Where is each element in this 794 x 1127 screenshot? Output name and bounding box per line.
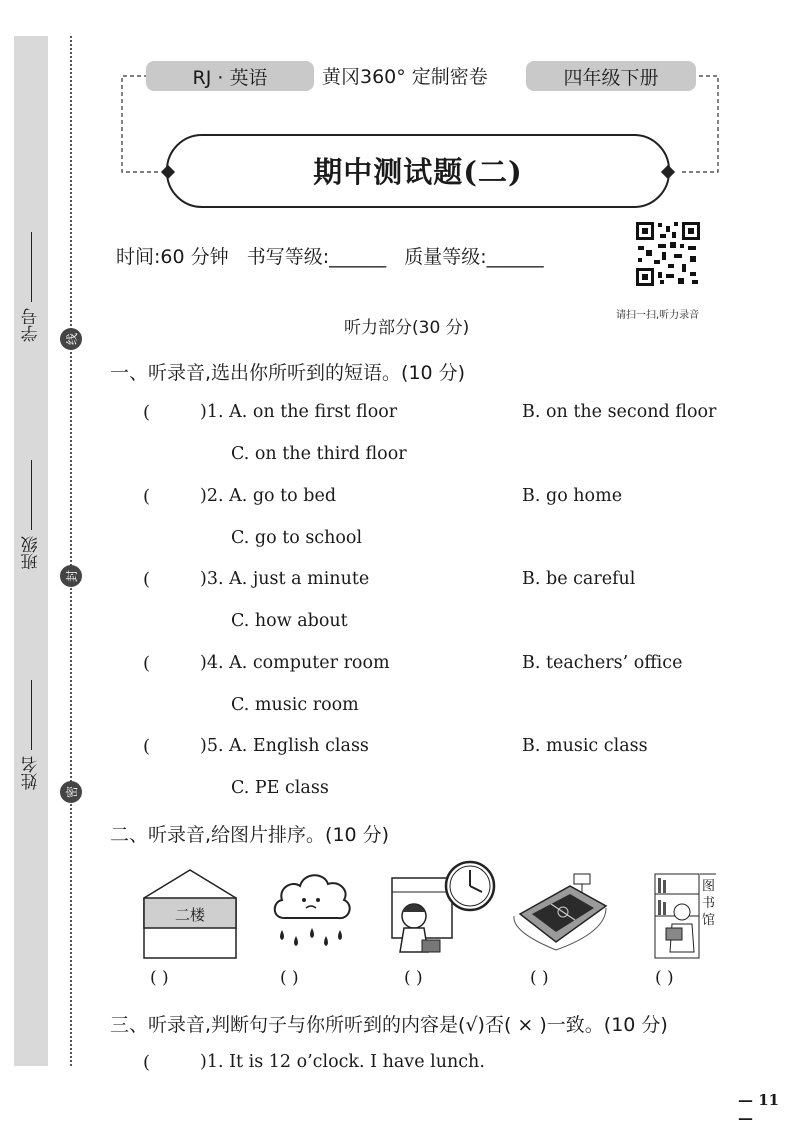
- answer-paren[interactable]: (: [143, 1052, 151, 1073]
- section3-heading: 三、听录音,判断句子与你所听到的内容是(√)否( × )一致。(10 分): [110, 1014, 668, 1036]
- seal-seal-mark: 封: [60, 565, 82, 587]
- name-label: 姓名: [19, 680, 43, 790]
- option-b: B. be careful: [522, 569, 636, 589]
- option-b: B. go home: [522, 486, 623, 506]
- subject-badge: RJ · 英语: [146, 61, 314, 91]
- option-c: C. music room: [231, 695, 359, 715]
- page-title: 期中测试题(二): [313, 155, 523, 189]
- class-label: 班级: [19, 460, 43, 570]
- order-blank-5[interactable]: ( ): [655, 968, 674, 988]
- listening-heading: 听力部分(30 分): [344, 318, 470, 338]
- order-blank-4[interactable]: ( ): [530, 968, 549, 988]
- picture-second-floor: [143, 868, 237, 960]
- seal-secret-mark: 密: [60, 781, 82, 803]
- option-c: C. go to school: [231, 528, 363, 548]
- order-blank-2[interactable]: ( ): [280, 968, 299, 988]
- option-a: )4. A. computer room: [200, 653, 390, 673]
- child-and-clock-icon: [388, 858, 500, 962]
- order-blank-3[interactable]: ( ): [404, 968, 423, 988]
- order-blank-1[interactable]: ( ): [150, 968, 169, 988]
- option-a: )2. A. go to bed: [200, 486, 337, 506]
- cut-line: [70, 36, 72, 1066]
- picture-library: [654, 872, 718, 962]
- option-a: )5. A. English class: [200, 736, 369, 756]
- student-id-label: 学号: [19, 232, 43, 342]
- house-floor-label: 二楼: [174, 906, 205, 924]
- answer-paren[interactable]: (: [143, 569, 151, 590]
- seal-line-mark: 线: [60, 328, 82, 350]
- option-a: )1. A. on the first floor: [200, 402, 398, 422]
- option-c: C. how about: [231, 611, 348, 631]
- answer-paren[interactable]: (: [143, 653, 151, 674]
- answer-paren[interactable]: (: [143, 402, 151, 423]
- answer-paren[interactable]: (: [143, 486, 151, 507]
- playground-icon: [510, 872, 608, 952]
- section3-question-1: )1. It is 12 o’clock. I have lunch.: [200, 1052, 485, 1072]
- option-b: B. music class: [522, 736, 648, 756]
- answer-paren[interactable]: (: [143, 736, 151, 757]
- qr-caption: 请扫一扫,听力录音: [616, 310, 700, 321]
- page-number: — 11 —: [738, 1091, 780, 1127]
- grade-badge: 四年级下册: [526, 61, 696, 91]
- option-c: C. PE class: [231, 778, 329, 798]
- qr-code-icon: [634, 220, 702, 288]
- exam-info: 时间:60 分钟 书写等级:______ 质量等级:______: [116, 246, 544, 268]
- option-c: C. on the third floor: [231, 444, 407, 464]
- option-b: B. on the second floor: [522, 402, 717, 422]
- section1-heading: 一、听录音,选出你所听到的短语。(10 分): [110, 362, 466, 384]
- library-sign: 图书馆: [702, 879, 716, 928]
- section2-heading: 二、听录音,给图片排序。(10 分): [110, 824, 390, 846]
- series-title: 黄冈360° 定制密卷: [322, 66, 488, 88]
- option-b: B. teachers’ office: [522, 653, 683, 673]
- rain-cloud-icon: [270, 866, 352, 958]
- option-a: )3. A. just a minute: [200, 569, 370, 589]
